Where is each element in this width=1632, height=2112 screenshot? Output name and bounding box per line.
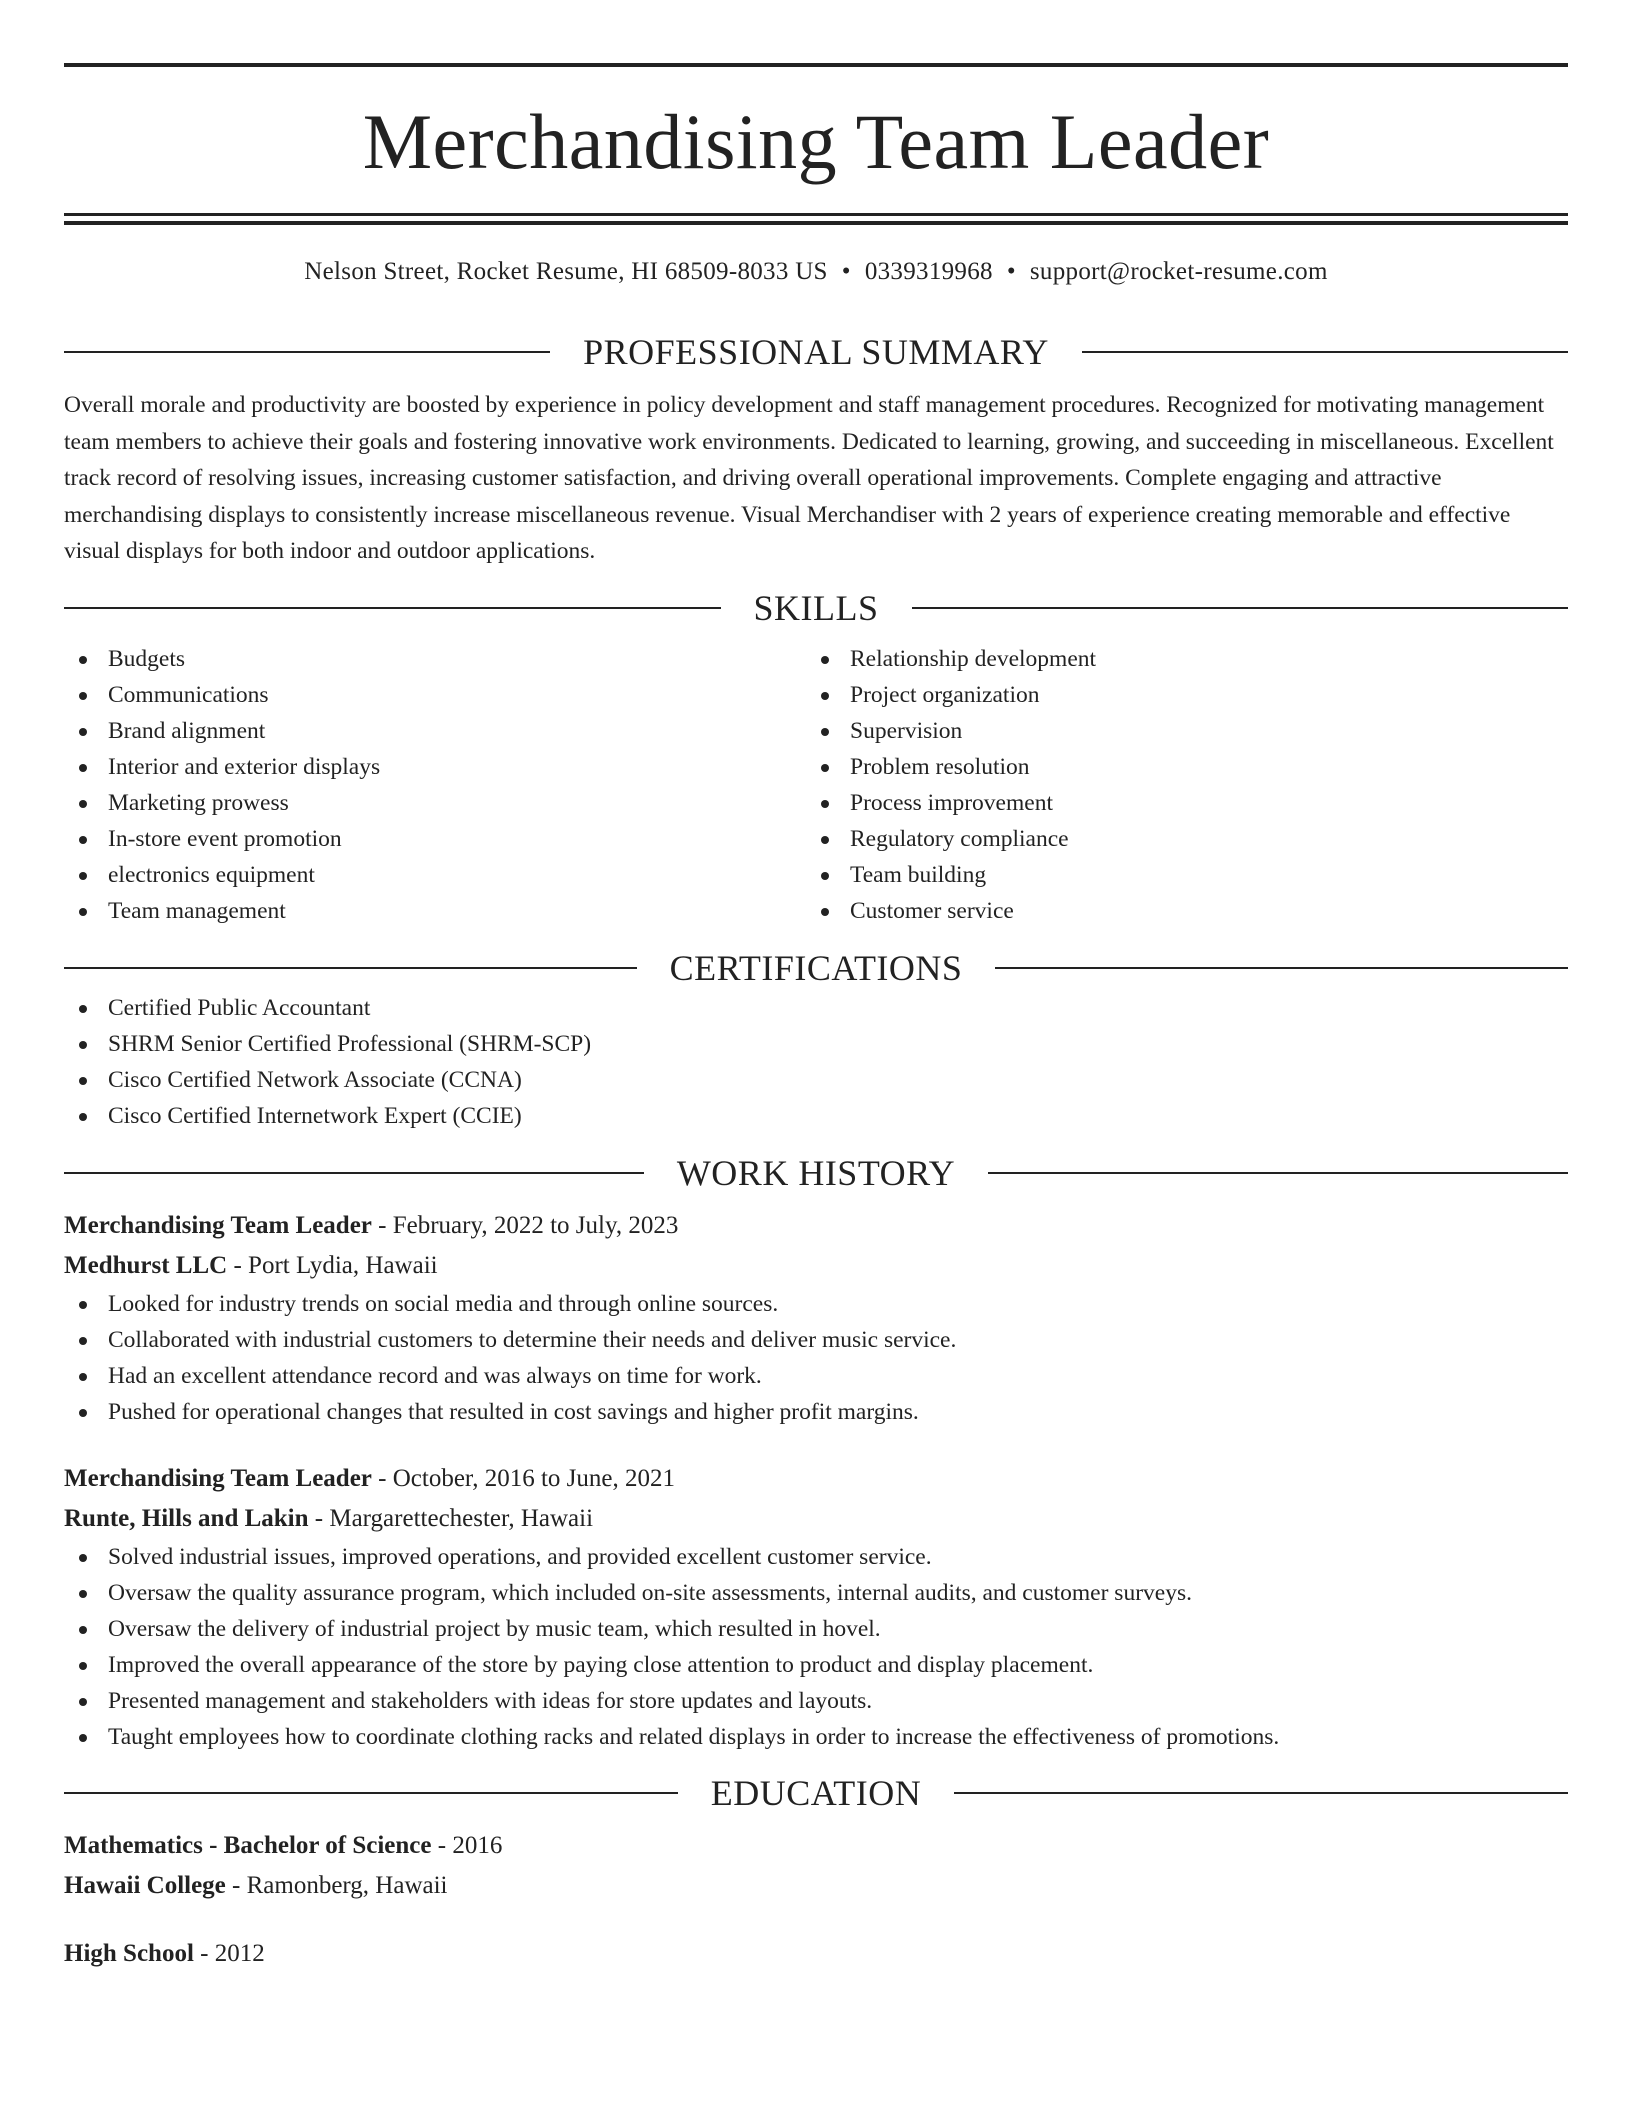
contact-line: [64, 256, 1568, 288]
skill-item: Relationship development: [806, 641, 1548, 677]
certification-item: Cisco Certified Internetwork Expert (CCIE): [64, 1098, 1568, 1134]
skills-heading: [64, 586, 1568, 630]
heading-rule: [912, 607, 1569, 609]
job-bullets: [64, 1539, 1568, 1755]
title-double-rule: [64, 213, 1568, 225]
dash: -: [308, 1504, 330, 1532]
education-heading: [64, 1771, 1568, 1815]
skill-item: Communications: [64, 677, 806, 713]
summary-title: PROFESSIONAL SUMMARY: [583, 332, 1049, 372]
skill-item: Marketing prowess: [64, 785, 806, 821]
certification-item: Certified Public Accountant: [64, 990, 1568, 1026]
job-bullet: Looked for industry trends on social media and through online sources.: [64, 1286, 1568, 1322]
job-bullet: Improved the overall appearance of the store by paying close attention to product and display placement.: [64, 1647, 1568, 1683]
education-title: EDUCATION: [710, 1772, 922, 1813]
skill-item: Budgets: [64, 641, 806, 677]
skill-item: Team building: [806, 857, 1548, 893]
heading-rule: [64, 351, 550, 353]
education-year: 2012: [214, 1939, 265, 1967]
skill-item: Project organization: [806, 677, 1548, 713]
job-bullet: Presented management and stakeholders with ideas for store updates and layouts.: [64, 1683, 1568, 1719]
certifications-title: CERTIFICATIONS: [669, 947, 963, 988]
education-location: Ramonberg, Hawaii: [246, 1871, 448, 1899]
summary-heading: [64, 330, 1568, 374]
education-degree-line: [64, 1826, 1568, 1866]
skill-item: Customer service: [806, 893, 1548, 929]
resume-page: [64, 63, 1568, 1974]
job-bullet: Collaborated with industrial customers to determine their needs and deliver music service.: [64, 1322, 1568, 1358]
job-company-line: [64, 1246, 1568, 1286]
skills-left-list: [64, 641, 806, 929]
skill-item: Supervision: [806, 713, 1548, 749]
heading-rule: [995, 967, 1568, 969]
skills-right-list: [806, 641, 1548, 929]
heading-rule: [954, 1792, 1568, 1794]
work-heading: [64, 1151, 1568, 1195]
job-bullet: Had an excellent attendance record and was always on time for work.: [64, 1358, 1568, 1394]
page-title: Merchandising Team Leader: [362, 98, 1270, 185]
address: Nelson Street, Rocket Resume, HI 68509-8033 US: [304, 258, 828, 285]
skill-item: Regulatory compliance: [806, 821, 1548, 857]
job-bullet: Oversaw the quality assurance program, which included on-site assessments, internal audits, and customer surveys.: [64, 1575, 1568, 1611]
dash: -: [193, 1939, 215, 1967]
skill-item: Problem resolution: [806, 749, 1548, 785]
contact-separator: •: [841, 258, 851, 285]
certifications-list: [64, 990, 1568, 1134]
dash: -: [227, 1251, 249, 1279]
heading-rule: [1082, 351, 1568, 353]
work-title: WORK HISTORY: [676, 1152, 956, 1193]
certification-item: Cisco Certified Network Associate (CCNA): [64, 1062, 1568, 1098]
skill-item: Process improvement: [806, 785, 1548, 821]
education-entry: [64, 1934, 1568, 1974]
job-role: Merchandising Team Leader: [64, 1464, 372, 1492]
email: support@rocket-resume.com: [1029, 258, 1328, 285]
heading-rule: [64, 607, 721, 609]
certification-item: SHRM Senior Certified Professional (SHRM-SCP): [64, 1026, 1568, 1062]
heading-rule: [64, 1792, 678, 1794]
job-role: Merchandising Team Leader: [64, 1211, 372, 1239]
dash: -: [371, 1211, 393, 1239]
top-rule: [64, 63, 1568, 67]
education-entry: [64, 1826, 1568, 1906]
dash: -: [225, 1871, 247, 1899]
skills-title: SKILLS: [753, 587, 879, 628]
education-degree: High School: [64, 1939, 194, 1967]
heading-rule: [988, 1172, 1568, 1174]
job-title-line: [64, 1459, 1568, 1499]
summary-text: Overall morale and productivity are boosted by experience in policy development and staff management procedures. Recognized for motivating management team members to achieve their goals and fostering innovative work environments. Dedicated to learning, growing, and succeeding in miscellaneous. Excellent track record of resolving issues, increasing customer satisfaction, and driving overall operational improvements. Complete engaging and attractive merchandising displays to consistently increase miscellaneous revenue. Visual Merchandiser with 2 years of experience creating memorable and effective visual displays for both indoor and outdoor applications.: [64, 392, 1554, 564]
contact-separator: •: [1006, 258, 1016, 285]
job-location: Margarettechester, Hawaii: [329, 1504, 594, 1532]
job-dates: February, 2022 to July, 2023: [392, 1211, 679, 1239]
heading-rule: [64, 1172, 644, 1174]
job-bullet: Taught employees how to coordinate clothing racks and related displays in order to increase the effectiveness of promotions.: [64, 1719, 1568, 1755]
education-school: Hawaii College: [64, 1871, 226, 1899]
job-bullet: Solved industrial issues, improved operations, and provided excellent customer service.: [64, 1539, 1568, 1575]
job-entry: [64, 1459, 1568, 1755]
job-location: Port Lydia, Hawaii: [248, 1251, 438, 1279]
skill-item: Team management: [64, 893, 806, 929]
job-bullet: Oversaw the delivery of industrial project by music team, which resulted in hovel.: [64, 1611, 1568, 1647]
phone: 0339319968: [864, 258, 993, 285]
dash: -: [431, 1831, 453, 1859]
skills-columns: [64, 641, 1568, 929]
education-degree: Mathematics - Bachelor of Science: [64, 1831, 432, 1859]
job-company: Runte, Hills and Lakin: [64, 1504, 309, 1532]
job-company-line: [64, 1499, 1568, 1539]
job-bullet: Pushed for operational changes that resulted in cost savings and higher profit margins.: [64, 1394, 1568, 1430]
dash: -: [371, 1464, 393, 1492]
education-degree-line: [64, 1934, 1568, 1974]
skill-item: In-store event promotion: [64, 821, 806, 857]
job-title-line: [64, 1206, 1568, 1246]
education-year: 2016: [452, 1831, 503, 1859]
skill-item: Interior and exterior displays: [64, 749, 806, 785]
job-dates: October, 2016 to June, 2021: [392, 1464, 676, 1492]
job-company: Medhurst LLC: [64, 1251, 228, 1279]
job-bullets: [64, 1286, 1568, 1430]
job-entry: [64, 1206, 1568, 1430]
heading-rule: [64, 967, 637, 969]
skill-item: electronics equipment: [64, 857, 806, 893]
education-school-line: [64, 1866, 1568, 1906]
skill-item: Brand alignment: [64, 713, 806, 749]
certifications-heading: [64, 946, 1568, 990]
